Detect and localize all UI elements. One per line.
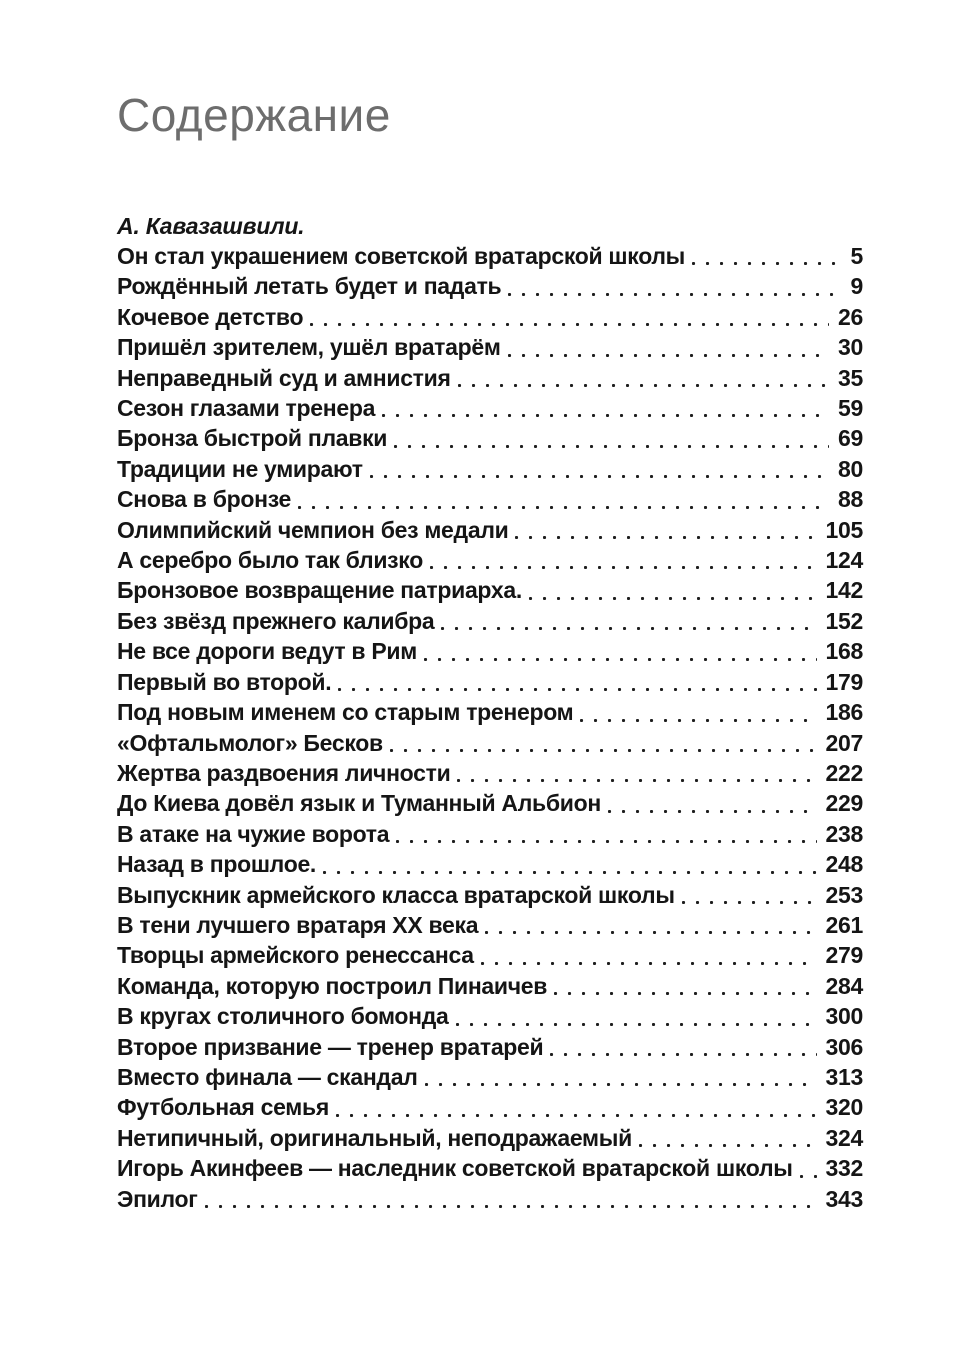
entry-page-number: 5 — [850, 243, 863, 269]
toc-entry — [117, 758, 863, 788]
entry-title: Олимпийский чемпион без медали — [117, 516, 509, 543]
toc-entry — [117, 910, 863, 940]
entry-page-number: 222 — [825, 759, 863, 786]
toc-entry — [117, 880, 863, 910]
dot-leader — [543, 1032, 825, 1062]
toc-entry — [117, 1001, 863, 1031]
entry-page-number: 253 — [825, 881, 863, 908]
dot-leader — [434, 606, 825, 636]
entry-title: Сезон глазами тренера — [117, 395, 376, 422]
dot-leader — [450, 758, 825, 788]
entry-title: Он стал украшением советской вратарской школы — [117, 243, 686, 269]
dot-leader — [423, 545, 826, 575]
entry-title: В кругах столичного бомонда — [117, 1003, 449, 1030]
entry-title: Команда, которую построил Пинаичев — [117, 972, 548, 999]
entry-page-number: 207 — [825, 729, 863, 756]
entry-page-number: 142 — [825, 577, 863, 604]
entry-page-number: 80 — [838, 455, 863, 482]
dot-leader — [418, 1062, 826, 1092]
dot-leader — [685, 241, 850, 271]
entry-page-number: 88 — [838, 486, 863, 513]
dot-leader — [291, 484, 838, 514]
dot-leader — [449, 1001, 826, 1031]
entry-title: Под новым именем со старым тренером — [117, 699, 574, 726]
entry-title: Неправедный суд и амнистия — [117, 364, 451, 391]
dot-leader — [474, 940, 826, 970]
entry-page-number: 261 — [825, 911, 863, 938]
toc-entry — [117, 454, 863, 484]
dot-leader — [198, 1184, 826, 1214]
entry-page-number: 324 — [825, 1124, 863, 1151]
entry-page-number: 26 — [838, 303, 863, 330]
dot-leader — [547, 971, 825, 1001]
entry-title: Без звёзд прежнего калибра — [117, 607, 435, 634]
toc-entry — [117, 484, 863, 514]
entry-title: Бронза быстрой плавки — [117, 425, 388, 452]
dot-leader — [508, 515, 825, 545]
dot-leader — [329, 1092, 826, 1122]
toc-entry — [117, 241, 863, 271]
dot-leader — [375, 393, 838, 423]
entry-title: В атаке на чужие ворота — [117, 820, 390, 847]
dot-leader — [793, 1153, 826, 1183]
entry-page-number: 343 — [825, 1185, 863, 1212]
toc-entry — [117, 1062, 863, 1092]
entry-page-number: 248 — [825, 851, 863, 878]
entry-page-number: 284 — [825, 972, 863, 999]
entry-title: А серебро было так близко — [117, 547, 423, 574]
toc-entry — [117, 423, 863, 453]
entry-page-number: 320 — [825, 1094, 863, 1121]
entry-title: Первый во второй. — [117, 668, 332, 695]
toc-entry — [117, 1092, 863, 1122]
entry-title: Игорь Акинфеев — наследник советской вратарской школы — [117, 1155, 793, 1182]
entry-page-number: 313 — [825, 1063, 863, 1090]
dot-leader — [417, 636, 826, 666]
section-author: А. Кавазашвили. — [117, 212, 305, 239]
dot-leader — [501, 332, 838, 362]
toc-entry — [117, 697, 863, 727]
entry-title: В тени лучшего вратаря XX века — [117, 911, 479, 938]
entry-title: Пришёл зрителем, ушёл вратарём — [117, 334, 501, 361]
toc-entry — [117, 849, 863, 879]
toc-entry — [117, 636, 863, 666]
entry-title: «Офтальмолог» Бесков — [117, 729, 383, 756]
dot-leader — [501, 271, 850, 301]
entry-title: Кочевое детство — [117, 303, 304, 330]
entry-page-number: 300 — [825, 1003, 863, 1030]
toc-entry — [117, 393, 863, 423]
toc-entry — [117, 788, 863, 818]
dot-leader — [331, 667, 825, 697]
entry-page-number: 9 — [850, 273, 863, 300]
entry-title: Рождённый летать будет и падать — [117, 273, 502, 300]
toc-entry — [117, 606, 863, 636]
entry-title: Жертва раздвоения личности — [117, 759, 451, 786]
entry-page-number: 152 — [825, 607, 863, 634]
toc-entry — [117, 515, 863, 545]
entry-page-number: 179 — [825, 668, 863, 695]
entry-page-number: 30 — [838, 334, 863, 361]
dot-leader — [451, 363, 838, 393]
toc-entries — [117, 241, 863, 1214]
dot-leader — [675, 880, 826, 910]
entry-page-number: 279 — [825, 942, 863, 969]
entry-page-number: 35 — [838, 364, 863, 391]
dot-leader — [478, 910, 825, 940]
toc-entry — [117, 971, 863, 1001]
toc-entry — [117, 363, 863, 393]
entry-page-number: 69 — [838, 425, 863, 452]
dot-leader — [303, 302, 838, 332]
dot-leader — [522, 575, 826, 605]
dot-leader — [316, 849, 825, 879]
toc-entry — [117, 1184, 863, 1214]
dot-leader — [387, 423, 838, 453]
toc-entry — [117, 1032, 863, 1062]
toc-entry — [117, 575, 863, 605]
entry-title: Выпускник армейского класса вратарской школы — [117, 881, 675, 908]
dot-leader — [601, 788, 826, 818]
dot-leader — [573, 697, 825, 727]
toc-list — [117, 211, 863, 1214]
toc-entry — [117, 940, 863, 970]
entry-title: Футбольная семья — [117, 1094, 329, 1121]
page-title: Содержание — [117, 89, 391, 141]
entry-title: Творцы армейского ренессанса — [117, 942, 474, 969]
entry-title: Эпилог — [117, 1185, 198, 1212]
dot-leader — [632, 1123, 826, 1153]
entry-title: До Киева довёл язык и Туманный Альбион — [117, 790, 601, 817]
entry-title: Снова в бронзе — [117, 486, 292, 513]
dot-leader — [363, 454, 838, 484]
toc-entry — [117, 332, 863, 362]
toc-entry — [117, 271, 863, 301]
toc-entry — [117, 302, 863, 332]
entry-page-number: 124 — [825, 547, 863, 574]
entry-page-number: 59 — [838, 395, 863, 422]
entry-title: Не все дороги ведут в Рим — [117, 638, 417, 665]
toc-entry — [117, 1123, 863, 1153]
entry-title: Вместо финала — скандал — [117, 1063, 418, 1090]
entry-page-number: 332 — [825, 1155, 863, 1182]
entry-page-number: 238 — [825, 820, 863, 847]
entry-title: Второе призвание — тренер вратарей — [117, 1033, 544, 1060]
entry-title: Бронзовое возвращение патриарха. — [117, 577, 522, 604]
toc-entry — [117, 667, 863, 697]
entry-page-number: 229 — [825, 790, 863, 817]
toc-entry — [117, 545, 863, 575]
entry-title: Назад в прошлое. — [117, 851, 317, 878]
dot-leader — [383, 728, 826, 758]
toc-entry — [117, 1153, 863, 1183]
toc-entry — [117, 728, 863, 758]
entry-page-number: 186 — [825, 699, 863, 726]
entry-page-number: 105 — [825, 516, 863, 543]
entry-title: Традиции не умирают — [117, 455, 363, 482]
dot-leader — [389, 819, 825, 849]
entry-page-number: 306 — [825, 1033, 863, 1060]
toc-entry — [117, 819, 863, 849]
entry-title: Нетипичный, оригинальный, неподражаемый — [117, 1124, 632, 1151]
entry-page-number: 168 — [825, 638, 863, 665]
